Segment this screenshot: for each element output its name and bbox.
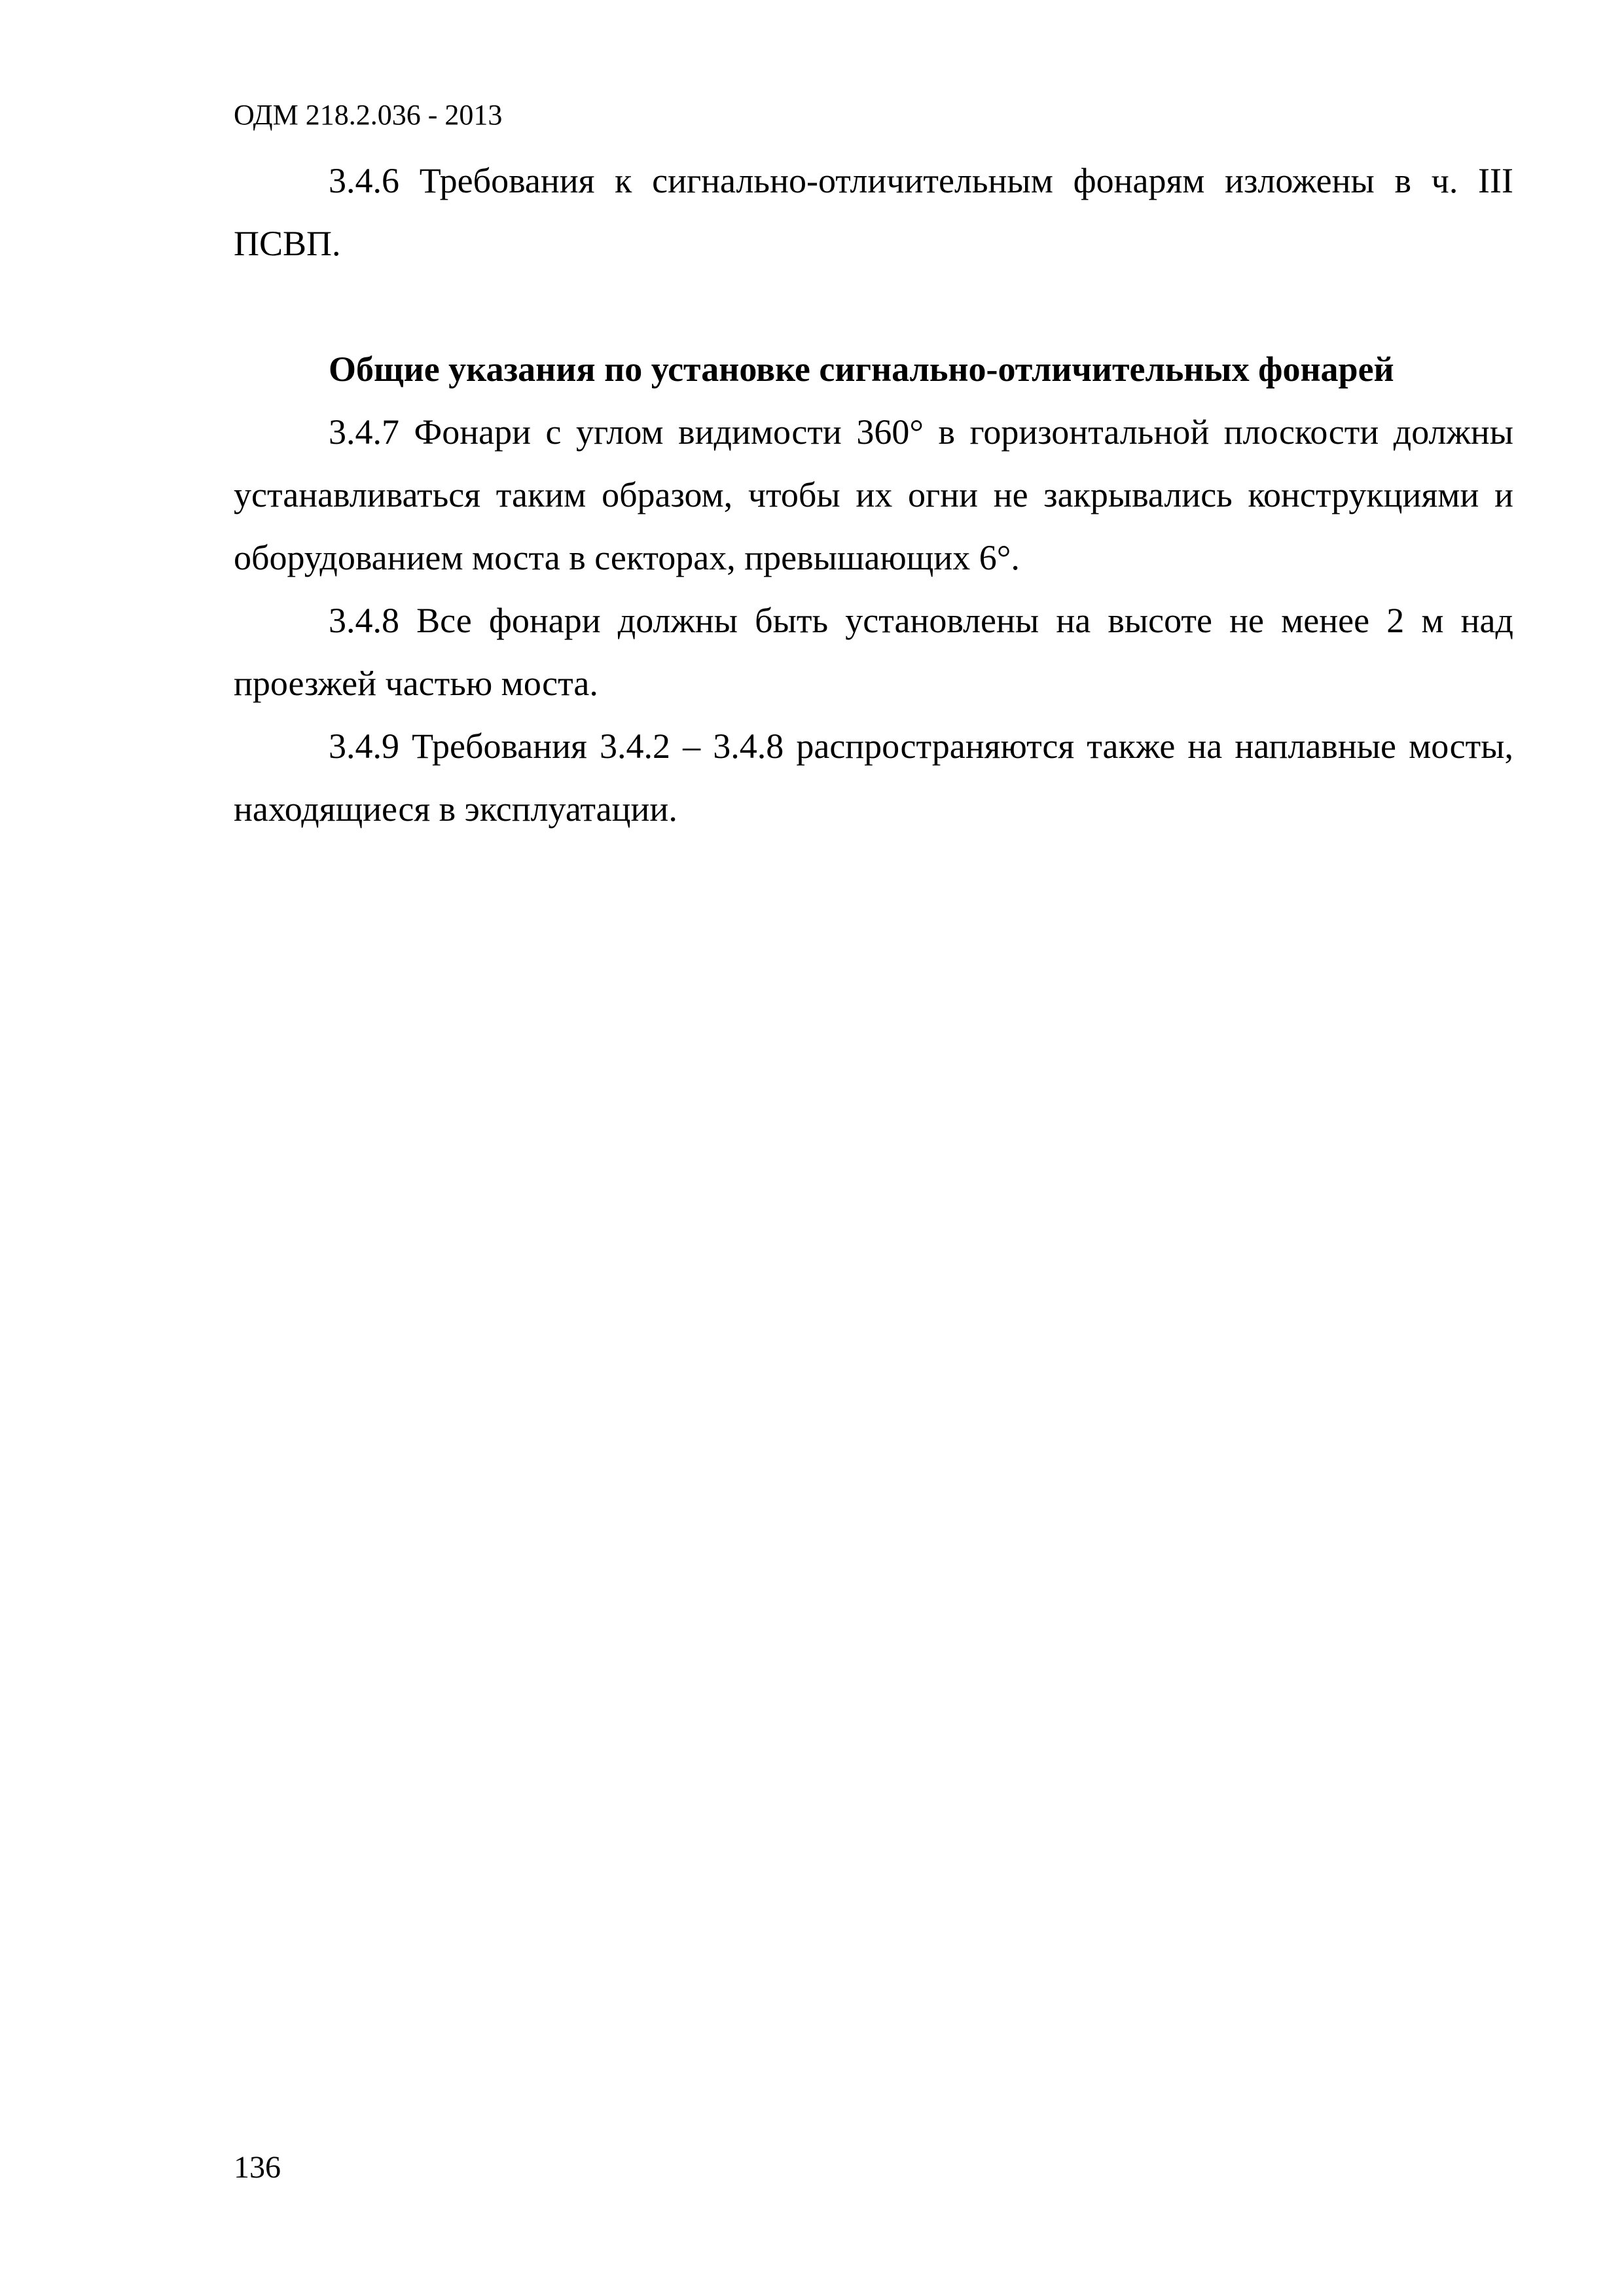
document-code-header: ОДМ 218.2.036 - 2013 xyxy=(234,99,503,131)
document-body xyxy=(234,149,1513,840)
section-heading: Общие указания по установке сигнально-отличительных фонарей xyxy=(329,350,1394,389)
paragraph-3-4-8: 3.4.8 Все фонари должны быть установлены на высоте не менее 2 м над проезжей частью моста. xyxy=(234,601,1513,703)
paragraph-3-4-9: 3.4.9 Требования 3.4.2 – 3.4.8 распространяются также на наплавные мосты, находящиеся в эксплуатации. xyxy=(234,726,1513,829)
paragraph-3-4-7: 3.4.7 Фонари с углом видимости 360° в горизонтальной плоскости должны устанавливаться таким образом, чтобы их огни не закрывались конструкциями и оборудованием моста в секторах, превышающих 6°. xyxy=(234,412,1513,577)
page-number: 136 xyxy=(234,2150,281,2185)
paragraph-3-4-6: 3.4.6 Требования к сигнально-отличительным фонарям изложены в ч. III ПСВП. xyxy=(234,161,1513,263)
